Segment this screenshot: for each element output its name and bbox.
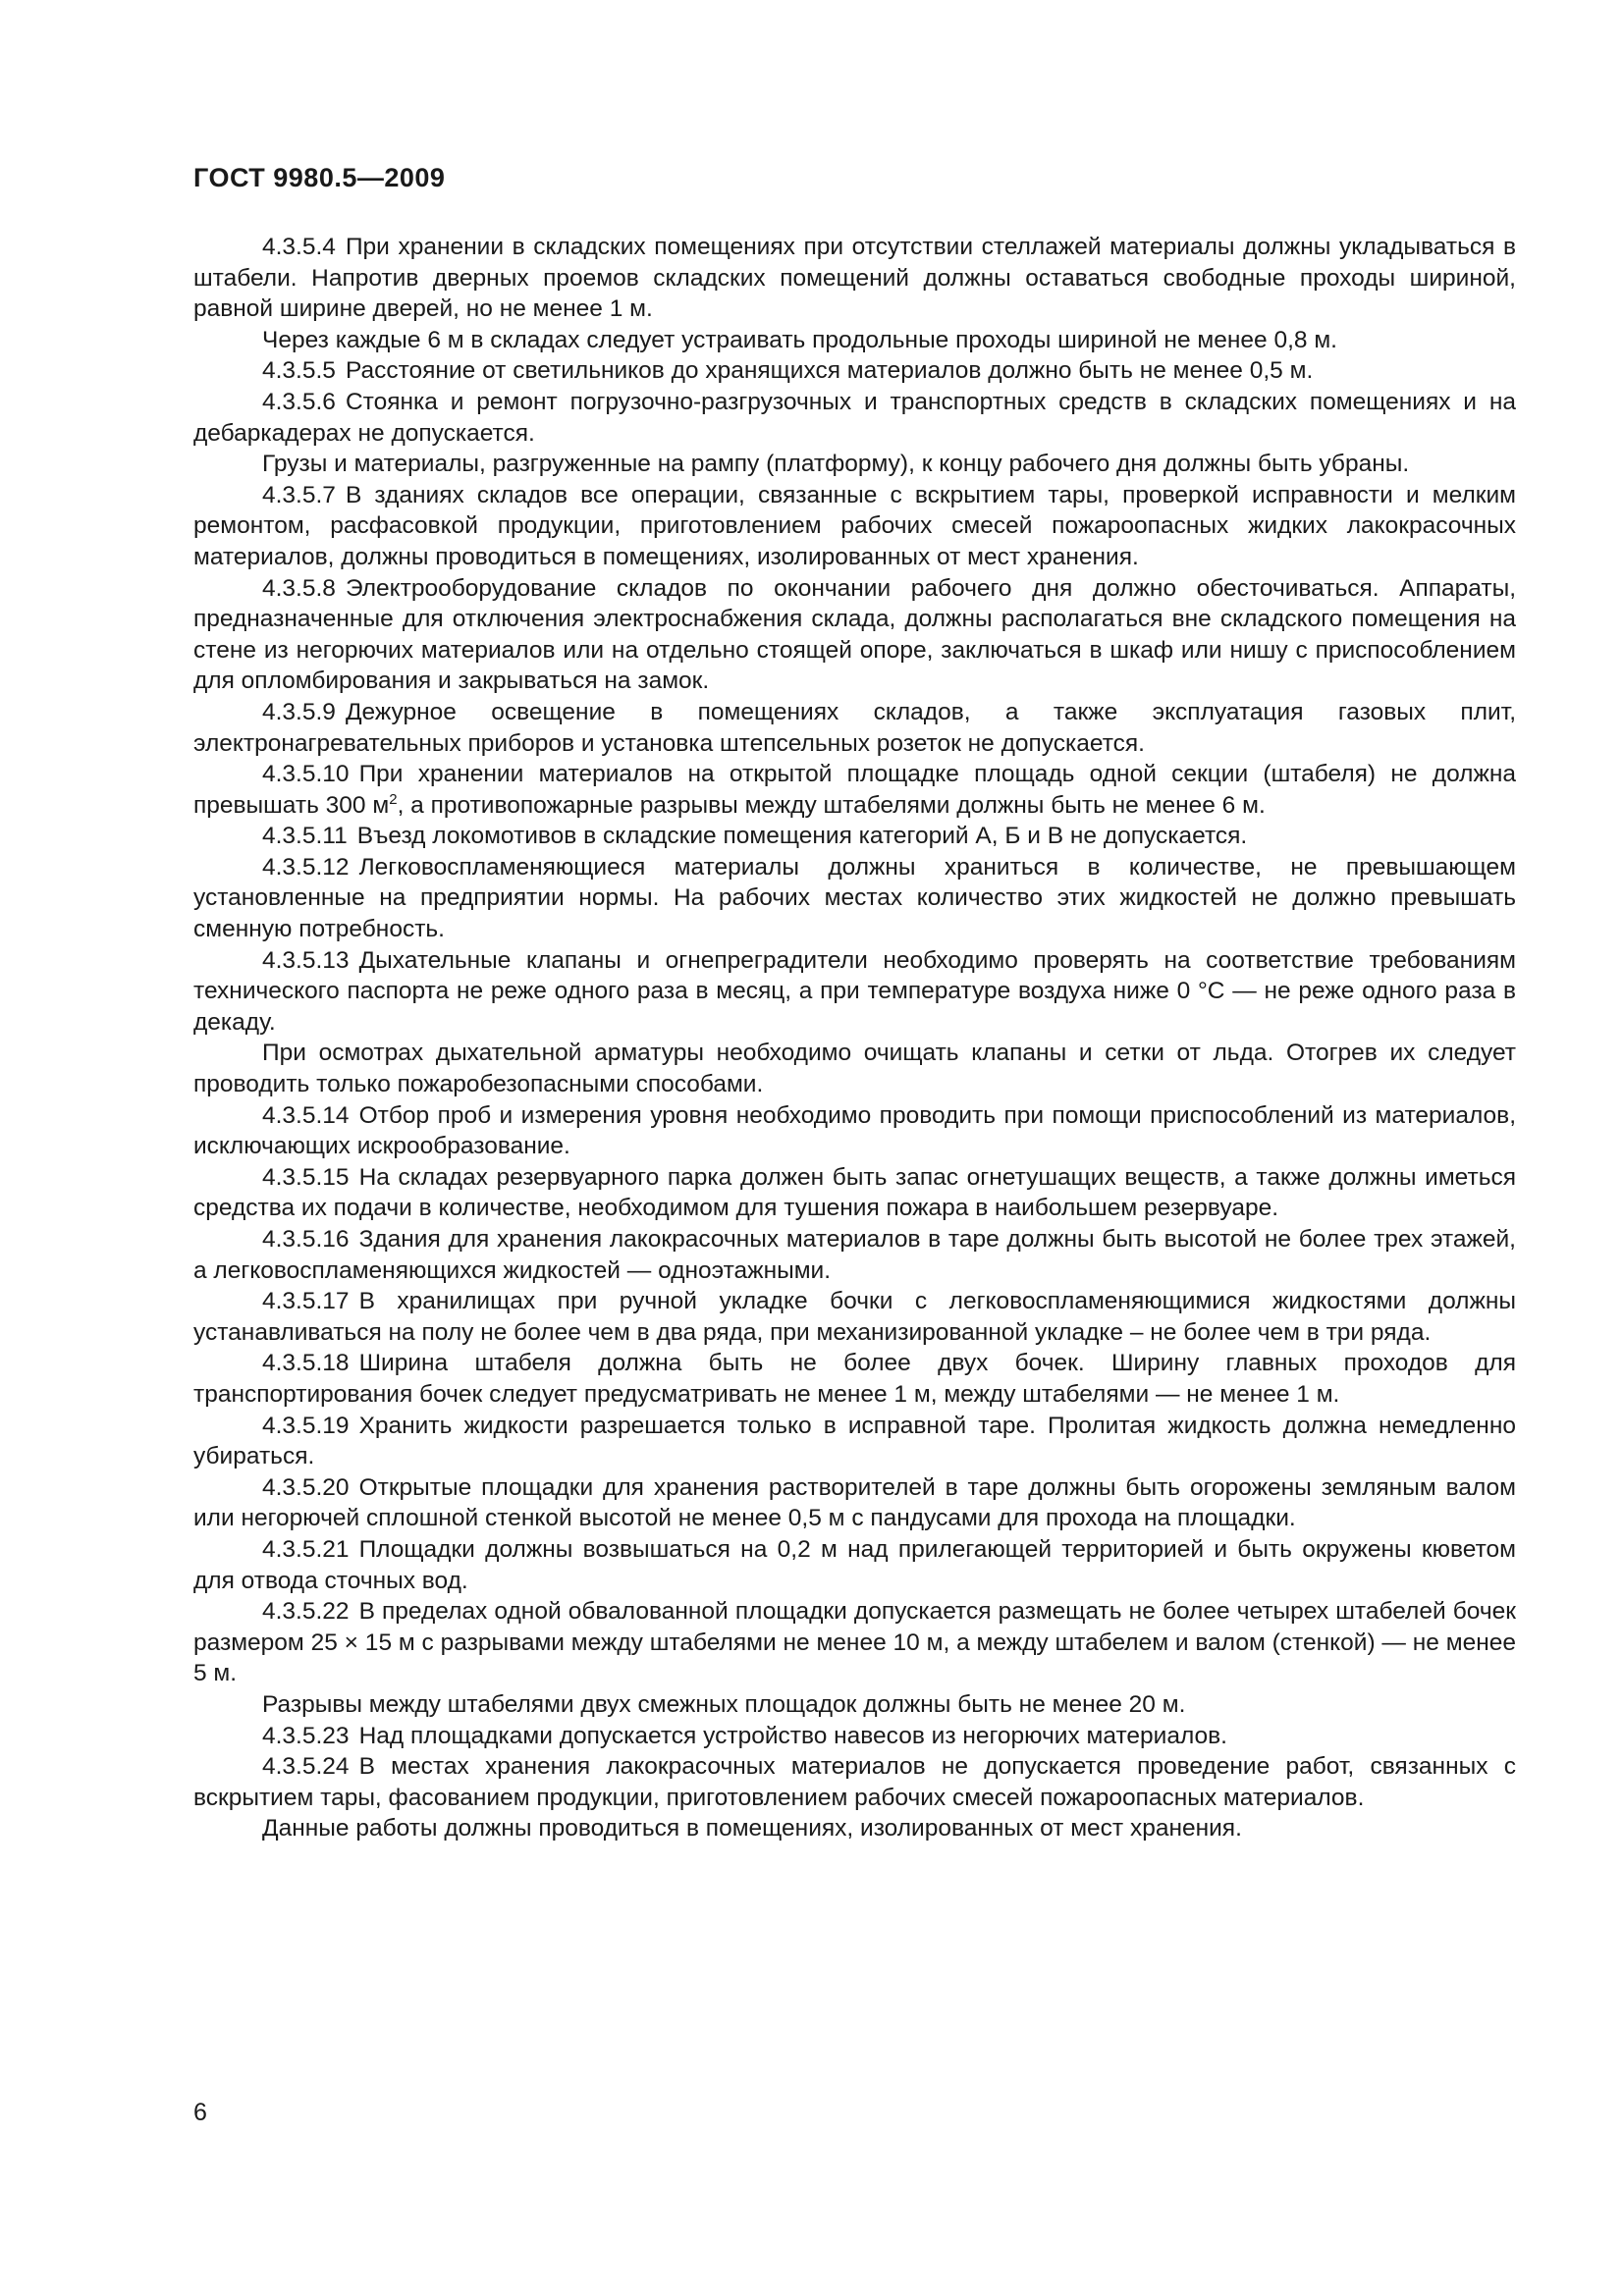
paragraph-4-3-5-9 [193, 697, 1516, 759]
paragraph-text: Въезд локомотивов в складские помещения категорий А, Б и В не допускается. [356, 823, 1248, 850]
paragraph-text: Над площадками допускается устройство навесов из негорючих материалов. [358, 1722, 1227, 1749]
paragraph-number: 4.3.5.12 [262, 853, 350, 881]
paragraph-number: 4.3.5.18 [262, 1350, 350, 1377]
paragraph-number: 4.3.5.8 [262, 574, 336, 602]
paragraph-text: Здания для хранения лакокрасочных материалов в таре должны быть высотой не более трех этажей, а легковоспламеняющихся жидкостей — одноэтажными. [193, 1226, 1516, 1284]
paragraph-number: 4.3.5.17 [262, 1288, 350, 1315]
paragraph-text: Хранить жидкости разрешается только в исправной таре. Пролитая жидкость должна немедленно убираться. [193, 1412, 1516, 1470]
paragraph-text: Грузы и материалы, разгруженные на рампу (платформу), к концу рабочего дня должны быть убраны. [262, 451, 1410, 478]
paragraph-number: 4.3.5.9 [262, 698, 336, 725]
paragraph-text: Дыхательные клапаны и огнепреградители необходимо проверять на соответствие требованиям технического паспорта не реже одного раза в месяц, а при температуре воздуха ниже 0 °С — не реже одного раза в декаду. [193, 946, 1516, 1036]
paragraph-4-3-5-10 [193, 759, 1516, 821]
paragraph-text: Электрооборудование складов по окончании рабочего дня должно обесточиваться. Аппараты, предназначенные для отключения электроснабжения склада, должны располагаться вне складского помещения на стене из негорючих материалов или на отдельно стоящей опоре, заключаться в шкаф или нишу с приспособлением для опломбирования и закрываться на замок. [193, 574, 1516, 695]
paragraph-number: 4.3.5.21 [262, 1535, 350, 1563]
paragraph-text: Площадки должны возвышаться на 0,2 м над прилегающей территорией и быть окружены кюветом для отвода сточных вод. [193, 1535, 1516, 1594]
paragraph-cargo [193, 449, 1516, 480]
paragraph-text: Отбор проб и измерения уровня необходимо проводить при помощи приспособлений из материалов, исключающих искрообразование. [193, 1101, 1516, 1160]
paragraph-number: 4.3.5.19 [262, 1412, 350, 1439]
paragraph-4-3-5-8 [193, 573, 1516, 697]
paragraph-text: В местах хранения лакокрасочных материалов не допускается проведение работ, связанных с вскрытием тары, фасованием продукции, приготовлением рабочих смесей пожароопасных материалов. [193, 1753, 1516, 1811]
paragraph-4-3-5-11 [193, 821, 1516, 852]
paragraph-text: При хранении материалов на открытой площадке площадь одной секции (штабеля) не должна превышать 300 м [193, 761, 1516, 819]
paragraph-number: 4.3.5.23 [262, 1722, 350, 1749]
paragraph-text-continued: , а противопожарные разрывы между штабелями должны быть не менее 6 м. [397, 791, 1266, 819]
paragraph-text: В хранилищах при ручной укладке бочки с легковоспламеняющимися жидкостями должны устанавливаться на полу не более чем в два ряда, при механизированной укладке – не более чем в три ряда. [193, 1288, 1516, 1346]
paragraph-number: 4.3.5.5 [262, 357, 336, 385]
paragraph-4-3-5-20 [193, 1472, 1516, 1534]
paragraph-work-location [193, 1813, 1516, 1844]
paragraph-4-3-5-5 [193, 355, 1516, 387]
paragraph-text: На складах резервуарного парка должен быть запас огнетушащих веществ, а также должны иметься средства их подачи в количестве, необходимом для тушения пожара в наибольшем резервуаре. [193, 1163, 1516, 1222]
paragraph-text: В зданиях складов все операции, связанные с вскрытием тары, проверкой исправности и мелким ремонтом, расфасовкой продукции, приготовлением рабочих смесей пожароопасных жидких лакокрасочных материалов, должны проводиться в помещениях, изолированных от мест хранения. [193, 481, 1516, 570]
paragraph-4-3-5-13 [193, 945, 1516, 1039]
paragraph-number: 4.3.5.10 [262, 761, 350, 788]
paragraph-aisles [193, 325, 1516, 356]
paragraph-4-3-5-23 [193, 1721, 1516, 1752]
paragraph-number: 4.3.5.7 [262, 481, 336, 508]
paragraph-4-3-5-22 [193, 1596, 1516, 1689]
paragraph-number: 4.3.5.16 [262, 1226, 350, 1253]
paragraph-number: 4.3.5.14 [262, 1101, 350, 1129]
paragraph-text: Через каждые 6 м в складах следует устраивать продольные проходы шириной не менее 0,8 м. [262, 326, 1337, 353]
paragraph-text: При хранении в складских помещениях при отсутствии стеллажей материалы должны укладываться в штабели. Напротив дверных проемов складских помещений должны оставаться свободные проходы шириной, равной ширине дверей, но не менее 1 м. [193, 234, 1516, 323]
paragraph-text: В пределах одной обвалованной площадки допускается размещать не более четырех штабелей бочек размером 25 × 15 м с разрывами между штабелями не менее 10 м, а между штабелем и валом (стенкой) — не менее 5 м. [193, 1598, 1516, 1687]
paragraph-text: Легковоспламеняющиеся материалы должны храниться в количестве, не превышающем установленные на предприятии нормы. На рабочих местах количество этих жидкостей не должно превышать сменную потребность. [193, 853, 1516, 943]
paragraph-4-3-5-16 [193, 1224, 1516, 1286]
paragraph-number: 4.3.5.24 [262, 1753, 350, 1781]
paragraph-number: 4.3.5.11 [262, 823, 348, 850]
paragraph-text: Дежурное освещение в помещениях складов, а также эксплуатация газовых плит, электронагревательных приборов и установка штепсельных розеток не допускается. [193, 698, 1516, 757]
paragraph-number: 4.3.5.15 [262, 1163, 350, 1191]
paragraph-number: 4.3.5.4 [262, 234, 336, 260]
page-number: 6 [193, 2099, 207, 2126]
paragraph-4-3-5-19 [193, 1411, 1516, 1472]
paragraph-4-3-5-12 [193, 852, 1516, 945]
paragraph-4-3-5-18 [193, 1348, 1516, 1410]
paragraph-text: Ширина штабеля должна быть не более двух бочек. Ширину главных проходов для транспортирования бочек следует предусматривать не менее 1 м, между штабелями — не менее 1 м. [193, 1350, 1516, 1408]
paragraph-number: 4.3.5.6 [262, 388, 336, 415]
paragraph-number: 4.3.5.22 [262, 1598, 350, 1626]
paragraph-4-3-5-15 [193, 1162, 1516, 1224]
paragraph-4-3-5-6 [193, 387, 1516, 449]
paragraph-text: Расстояние от светильников до хранящихся материалов должно быть не менее 0,5 м. [345, 357, 1314, 385]
superscript: 2 [389, 790, 398, 808]
paragraph-text: При осмотрах дыхательной арматуры необходимо очищать клапаны и сетки от льда. Отогрев их следует проводить только пожаробезопасными способами. [193, 1040, 1516, 1098]
paragraph-4-3-5-14 [193, 1100, 1516, 1162]
document-body [193, 232, 1516, 1844]
paragraph-4-3-5-17 [193, 1286, 1516, 1348]
paragraph-4-3-5-24 [193, 1751, 1516, 1813]
paragraph-number: 4.3.5.20 [262, 1473, 350, 1501]
paragraph-4-3-5-7 [193, 480, 1516, 573]
paragraph-text: Данные работы должны проводиться в помещениях, изолированных от мест хранения. [262, 1815, 1242, 1842]
paragraph-text: Открытые площадки для хранения растворителей в таре должны быть огорожены земляным валом или негорючей сплошной стенкой высотой не менее 0,5 м с пандусами для прохода на площадки. [193, 1473, 1516, 1532]
paragraph-text: Разрывы между штабелями двух смежных площадок должны быть не менее 20 м. [262, 1690, 1186, 1718]
paragraph-4-3-5-21 [193, 1534, 1516, 1596]
paragraph-number: 4.3.5.13 [262, 946, 350, 974]
paragraph-gaps [193, 1689, 1516, 1721]
paragraph-4-3-5-4 [193, 232, 1516, 325]
document-header: ГОСТ 9980.5—2009 [193, 163, 446, 192]
paragraph-text: Стоянка и ремонт погрузочно-разгрузочных и транспортных средств в складских помещениях и на дебаркадерах не допускается. [193, 388, 1516, 447]
paragraph-inspection [193, 1038, 1516, 1099]
